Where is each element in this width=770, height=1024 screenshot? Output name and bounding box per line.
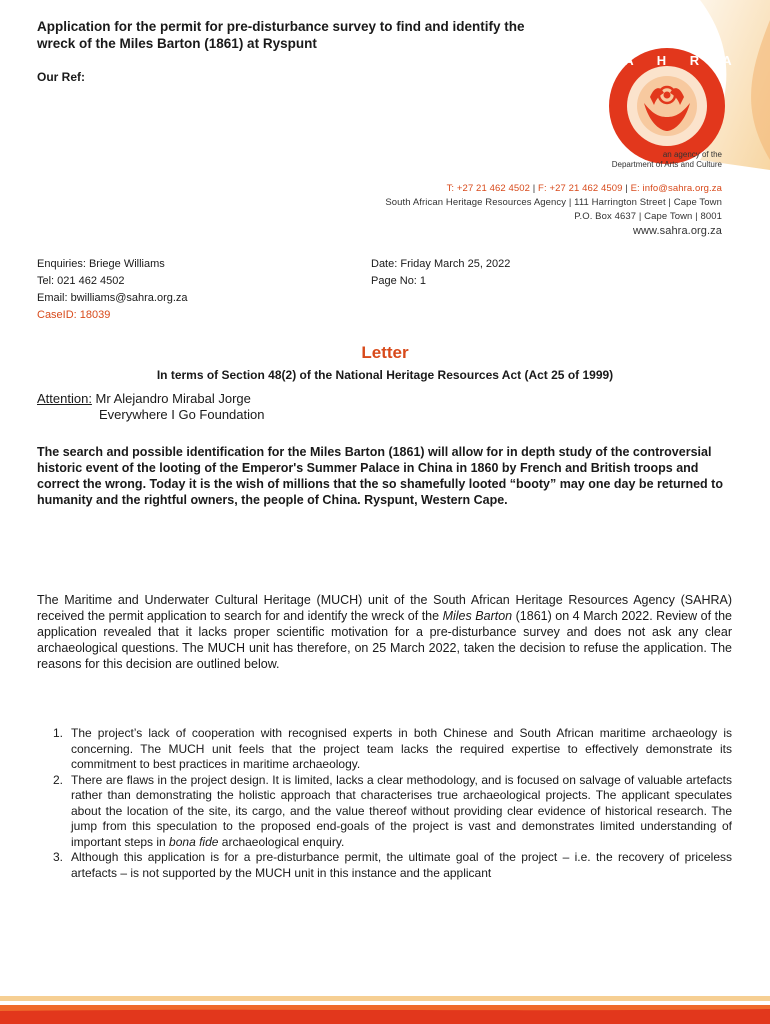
letter-heading: Letter [361, 343, 409, 362]
agency-line1: an agency of the [662, 150, 722, 159]
reason-text: Although this application is for a pre-disturbance permit, the ultimate goal of the project – i.e. the recovery of priceless artefacts – is not supported by the MUCH unit in this instance and the applicant [71, 850, 732, 880]
attention-name: Mr Alejandro Mirabal Jorge [91, 391, 251, 406]
case-id: CaseID: 18039 [37, 309, 111, 321]
page-number: Page No: 1 [371, 275, 427, 287]
reason-item [37, 773, 732, 851]
contact-separator: | [622, 183, 631, 194]
contact-line1 [385, 182, 722, 196]
enquiries-email: Email: bwilliams@sahra.org.za [37, 292, 188, 304]
sahra-logo [592, 45, 742, 167]
contact-separator: | [530, 183, 539, 194]
reason-number: 2. [53, 772, 64, 787]
reason-text-after: archaeological enquiry. [218, 834, 345, 849]
reason-number: 3. [53, 850, 64, 864]
enquiries-tel: Tel: 021 462 4502 [37, 275, 125, 287]
letter-subheading: In terms of Section 48(2) of the National Heritage Resources Act (Act 25 of 1999) [156, 368, 614, 382]
website-link[interactable]: www.sahra.org.za [632, 225, 722, 237]
attention-block [37, 391, 264, 423]
reason-number: 1. [53, 726, 64, 740]
decision-text-part1: The Maritime and Underwater Cultural Heritage (MUCH) unit of the South African Heritage Resources Agency (SAHRA) received the permit application to search for and identify the wreck of the [37, 593, 732, 623]
email-prefix: E: [630, 183, 640, 194]
reason-text: The project’s lack of cooperation with recognised experts in both Chinese and South African maritime archaeology is concerning. The MUCH unit feels that the project team lacks the required expertise to effectively demonstrate its commitment to best practices in maritime archaeology. [71, 726, 732, 771]
attention-label: Attention: [37, 391, 92, 406]
phone-prefix: T: [446, 183, 455, 194]
enquiries-contact: Enquiries: Briege Williams [37, 258, 165, 270]
enquiry-details [37, 256, 188, 324]
reason-text-italic: bona fide [169, 834, 219, 849]
logo-letters: S A H R A [592, 53, 742, 68]
letter-date: Date: Friday March 25, 2022 [371, 258, 511, 270]
agency-note [612, 150, 722, 170]
document-title [37, 18, 577, 52]
attention-organisation: Everywhere I Go Foundation [99, 407, 265, 422]
reasons-list [37, 726, 732, 881]
fax-prefix: F: [538, 183, 547, 194]
contact-line2: South African Heritage Resources Agency | 111 Harrington Street | Cape Town [385, 197, 722, 208]
decision-text-part2: (1861) on 4 March 2022. Review of the application revealed that it lacks proper scientific motivation for a pre-disturbance survey and does not ask any clear archaeological questions. The MUCH unit has therefore, on 25 March 2022, taken the decision to refuse the application. The reasons for this decision are outlined below. [37, 609, 732, 671]
fax-number: +27 21 462 4509 [549, 183, 623, 194]
reason-item [37, 850, 732, 881]
our-ref-label: Our Ref: [37, 70, 85, 84]
project-summary: The search and possible identification for the Miles Barton (1861) will allow for in depth study of the controversial historic event of the looting of the Emperor's Summer Palace in China in 1860 by French and British troops and correct the wrong. Today it is the wish of millions that the so shamefully looted “booty” may one day be returned to humanity and the rightful owners, the people of China. Ryspunt, Western Cape. [37, 445, 723, 507]
contact-block [385, 182, 722, 238]
reason-item [37, 726, 732, 773]
document-title-line1: Application for the permit for pre-disturbance survey to find and identify the [37, 19, 525, 34]
reason-text: There are flaws in the project design. It is limited, lacks a clear methodology, and is focused on salvage of valuable artefacts rather than demonstrating the holistic approach that characterises true archaeological projects. The applicant speculates about the location of the site, its cargo, and the value thereof without providing clear evidence of historical research. The jump from this speculation to the proposed end-goals of the project is vast and demonstrates limited understanding of important steps in [71, 772, 732, 849]
phone-number: +27 21 462 4502 [456, 183, 530, 194]
decision-paragraph [37, 592, 732, 672]
date-details [371, 256, 510, 290]
footer-decorative-band [0, 996, 770, 1024]
contact-line3: P.O. Box 4637 | Cape Town | 8001 [574, 211, 722, 222]
document-title-line2: wreck of the Miles Barton (1861) at Ryspunt [37, 36, 317, 51]
contact-email-link[interactable]: info@sahra.org.za [642, 183, 722, 194]
agency-line2: Department of Arts and Culture [611, 160, 722, 169]
decision-text-italic: Miles Barton [442, 609, 513, 623]
